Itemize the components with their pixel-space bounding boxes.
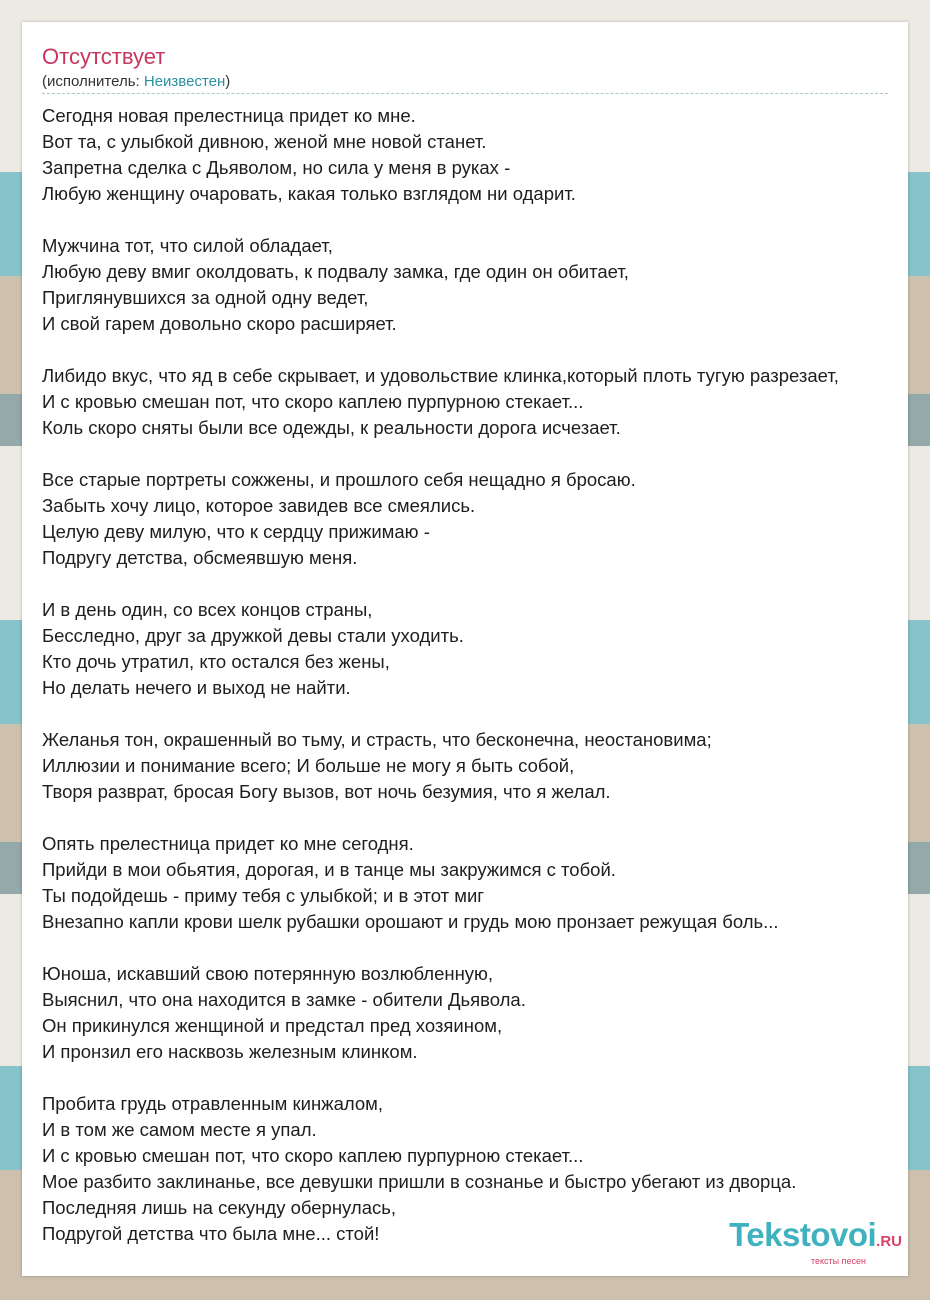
lyric-line: И в том же самом месте я упал. <box>42 1119 317 1140</box>
lyric-line: Подругой детства что была мне... стой! <box>42 1223 380 1244</box>
lyric-line: Мое разбито заклинанье, все девушки пришли в сознанье и быстро убегают из дворца. <box>42 1171 797 1192</box>
lyrics-card <box>22 22 908 1276</box>
logo-wordmark <box>729 1216 902 1258</box>
stanza <box>42 597 930 701</box>
lyric-line: Он прикинулся женщиной и предстал пред хозяином, <box>42 1015 503 1036</box>
stanza <box>42 233 930 337</box>
title-divider <box>42 93 888 94</box>
lyric-line: Запретна сделка с Дьяволом, но сила у меня в руках - <box>42 157 511 178</box>
song-title: Отсутствует <box>42 44 166 69</box>
lyric-line: И в день один, со всех концов страны, <box>42 599 373 620</box>
lyric-line: И свой гарем довольно скоро расширяет. <box>42 313 397 334</box>
logo-tagline: тексты песен <box>810 1256 866 1266</box>
stanza <box>42 103 930 207</box>
artist-prefix: (исполнитель: <box>42 73 144 90</box>
lyric-line: Все старые портреты сожжены, и прошлого себя нещадно я бросаю. <box>42 469 636 490</box>
lyric-line: Любую женщину очаровать, какая только взглядом ни одарит. <box>42 183 576 204</box>
lyric-line: Мужчина тот, что силой обладает, <box>42 235 333 256</box>
stanza <box>42 467 930 571</box>
lyric-line: Желанья тон, окрашенный во тьму, и страсть, что бесконечна, неостановима; <box>42 729 712 750</box>
lyric-line: И пронзил его насквозь железным клинком. <box>42 1041 418 1062</box>
lyric-line: Либидо вкус, что яд в себе скрывает, и удовольствие клинка,который плоть тугую разрезает, <box>42 365 839 386</box>
lyric-line: Приглянувшихся за одной одну ведет, <box>42 287 369 308</box>
stanza <box>42 831 930 935</box>
lyric-line: Пробита грудь отравленным кинжалом, <box>42 1093 384 1114</box>
lyric-line: Коль скоро сняты были все одежды, к реальности дорога исчезает. <box>42 417 621 438</box>
lyric-line: Прийди в мои обьятия, дорогая, и в танце мы закружимся с тобой. <box>42 859 616 880</box>
lyric-line: И с кровью смешан пот, что скоро каплею пурпурною стекает... <box>42 1145 584 1166</box>
lyric-line: Подругу детства, обсмеявшую меня. <box>42 547 358 568</box>
logo-name: Tekstovoi <box>729 1216 877 1253</box>
artist-line <box>42 73 230 90</box>
site-logo[interactable] <box>729 1216 902 1266</box>
lyric-line: Иллюзии и понимание всего; И больше не могу я быть собой, <box>42 755 575 776</box>
lyric-line: Вот та, с улыбкой дивною, женой мне новой станет. <box>42 131 487 152</box>
lyric-line: Выяснил, что она находится в замке - обители Дьявола. <box>42 989 526 1010</box>
lyric-line: Сегодня новая прелестница придет ко мне. <box>42 105 416 126</box>
lyric-line: Творя разврат, бросая Богу вызов, вот ночь безумия, что я желал. <box>42 781 611 802</box>
stanza <box>42 363 930 441</box>
lyric-line: Кто дочь утратил, кто остался без жены, <box>42 651 390 672</box>
lyrics-body <box>42 103 930 1273</box>
stanza <box>42 727 930 805</box>
lyric-line: Юноша, искавший свою потерянную возлюбленную, <box>42 963 494 984</box>
lyric-line: И с кровью смешан пот, что скоро каплею пурпурною стекает... <box>42 391 584 412</box>
lyric-line: Опять прелестница придет ко мне сегодня. <box>42 833 414 854</box>
artist-link[interactable]: Неизвестен <box>143 73 226 90</box>
lyric-line: Целую деву милую, что к сердцу прижимаю - <box>42 521 430 542</box>
artist-suffix: ) <box>225 73 231 90</box>
lyric-line: Но делать нечего и выход не найти. <box>42 677 351 698</box>
logo-tld: .RU <box>876 1233 902 1250</box>
lyric-line: Последняя лишь на секунду обернулась, <box>42 1197 397 1218</box>
lyric-line: Внезапно капли крови шелк рубашки орошают и грудь мою пронзает режущая боль... <box>42 911 779 932</box>
lyric-line: Ты подойдешь - приму тебя с улыбкой; и в этот миг <box>42 885 485 906</box>
lyric-line: Любую деву вмиг околдовать, к подвалу замка, где один он обитает, <box>42 261 629 282</box>
lyric-line: Забыть хочу лицо, которое завидев все смеялись. <box>42 495 476 516</box>
lyric-line: Бесследно, друг за дружкой девы стали уходить. <box>42 625 464 646</box>
stanza <box>42 961 930 1065</box>
